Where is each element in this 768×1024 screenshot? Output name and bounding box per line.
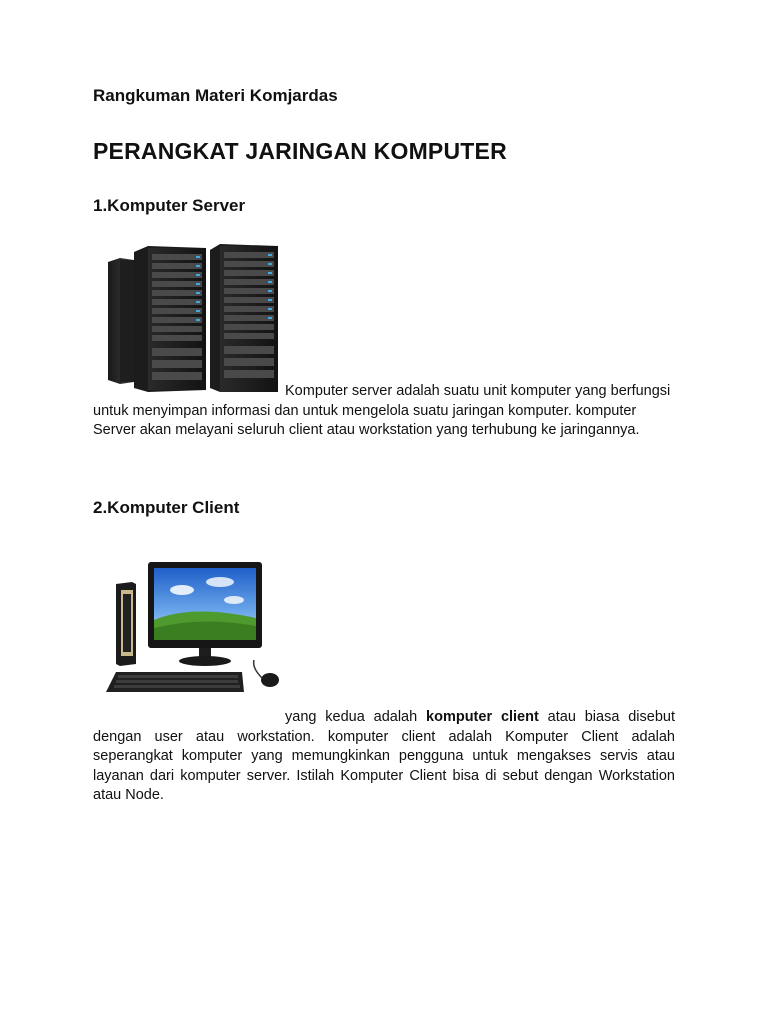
desktop-computer-image xyxy=(102,560,282,708)
client-paragraph-bold: komputer client xyxy=(426,709,539,725)
section-heading-server: 1.Komputer Server xyxy=(93,196,246,215)
server-paragraph xyxy=(93,382,675,441)
server-rack-image xyxy=(104,242,282,394)
client-paragraph xyxy=(93,708,675,806)
client-paragraph-text-2: atau biasa disebut dengan user atau workstation. komputer client adalah Komputer Client adalah seperangkat komputer yang memungkinkan pengguna untuk mengakses servis atau layanan dari komputer server. Istilah Komputer Client bisa di sebut dengan Workstation atau Node. xyxy=(93,709,675,803)
server-paragraph-text: Komputer server adalah suatu unit komputer yang berfungsi untuk menyimpan informasi dan untuk mengelola suatu jaringan komputer. komputer Server akan melayani seluruh client atau workstation yang terhubung ke jaringannya. xyxy=(93,383,671,438)
document-subtitle: Rangkuman Materi Komjardas xyxy=(93,86,338,105)
image-indent-spacer xyxy=(93,394,285,395)
document-title: PERANGKAT JARINGAN KOMPUTER xyxy=(93,138,507,164)
image-indent-spacer xyxy=(93,720,285,721)
section-heading-client: 2.Komputer Client xyxy=(93,498,240,517)
client-paragraph-text-1: yang kedua adalah xyxy=(285,709,427,725)
